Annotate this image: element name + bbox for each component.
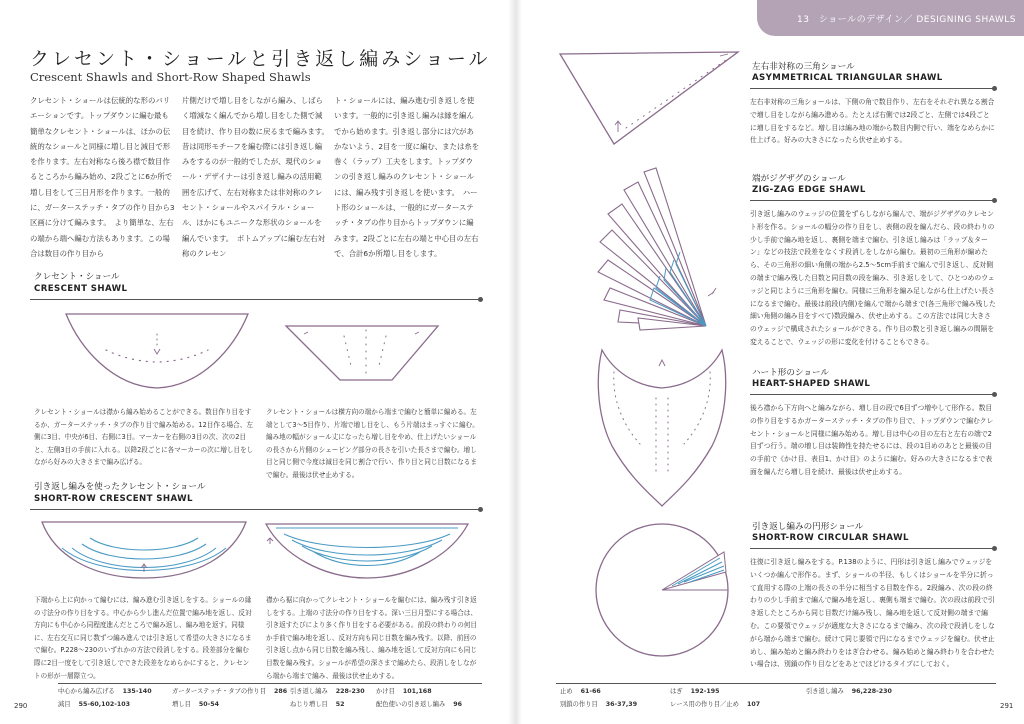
index-entry: 引き返し編み 228-230 — [290, 688, 365, 695]
shortrow-crescent-diagram-bottomup — [38, 518, 250, 582]
crescent-side-diagram — [282, 322, 442, 384]
zigzag-text: 引き返し編みのウェッジの位置をずらしながら編んで、端がジグザグのクレセント形を作る。ショールの幅分の作り目をし、表側の段を編んだら、段の終わりの少し手前で編み地を返し、裏側を端まで編む。引き返し編みは「ラップ＆ターン」などの技法で段差をなくす段消しをしながら編む。最初の三角形が編めたら、その三角形の細い角側の端から2.5〜5cm手前まで編んで引き返し、反対側の端まで編み残した目数と同目数の段を編み、引き返しをして、ひとつめのウェッジと同じように三角形を編む。同様に三角形を編み足しながら仕上げたい長さになるまで編む。最後は前段(内側)を編んで端から端まで(各三角形で編み残した細い角側の編み目をすべて)数段編み、伏せ止めする。この方法では同じ大きさのウェッジで構成されたショールができる。作り目の数と引き返し編みの間隔を変えることで、ウェッジの形に変化を付けることもできる。 — [750, 210, 996, 346]
page-number: 291 — [1000, 702, 1014, 710]
section-heading-jp: 引き返し編みの円形ショール — [752, 522, 864, 532]
index-entry: 減目 55-60,102-103 — [58, 701, 131, 708]
intro-column-3: ト・ショールには、編み進む引き返しを使います。一般的に引き返し編みは縁を編んでから始めます。引き返し部分には穴があかないよう、2目を一度に編む、または糸を巻く（ラップ）工夫をします。トップダウンの引き返し編みのクレセント・ショールには、編み残す引き返しを使います。 ハート形のショールは、一般的にガーターステッチ・タブの作り目からトップダウンに編みます。2段ごとに左右の端と中心目の左右で、合計6か所増し目をします。 — [334, 96, 480, 258]
book-gutter — [508, 0, 522, 724]
index-entry: 別鎖の作り目 36-37,39 — [560, 701, 638, 708]
index-rule — [556, 683, 996, 684]
crescent-diagram — [62, 308, 252, 394]
section-rule — [30, 509, 480, 510]
section-rule — [750, 394, 994, 395]
circular-text: 往復に引き返し編みをする。P.138のように、円形は引き返し編みでウェッジをいくつか編んで形作る。まず、ショールの半径、もしくはショールを半分に折って直用する際の上端の長さの半分に相当する目数を作る。2段編み、次の段の終わりの少し手前まで編んで編み地を返し、裏側も端まで編む。次の段は前段で引き返したところから同じ目数だけ編み残し、編み地を返して反対側の端まで編む。この要領でウェッジが適度な大きさになるまで編み、次の段で段消しをしながら端から端まで編む。続けて同じ要領で円になるまでウェッジを編む。伏せ止めし、編み始めと編み終わりをはぎ合わせる。編み始めと編み終わりを合わせたい場合は、別鎖の作り目などをあとでほどけるタイプにしておく。 — [750, 558, 995, 669]
section-heading-en: SHORT-ROW CIRCULAR SHAWL — [752, 533, 909, 543]
crescent-caption-1: クレセント・ショールは襟から編み始めることができる。数目作り目をするか、ガーターステッチ・タブの作り目で編み始める。12目作る場合、左側に3目、中央が6目、右側に3目。マーカーを右側の3目の次、次の2目と、左側3目の手前に入れる。以降2段ごとに各マーカーの次に増し目をしながら好みの大きさまで編み広げる。 — [34, 408, 254, 467]
heart-text: 後ろ襟から下方向へと編みながら、増し目の段で6目ずつ増やして形作る。数目の作り目をするかガーターステッチ・タブの作り目で、トップダウンで編むクレセント・ショールと同様に編み始める。増し目は中心の目の左右と左右の端で2目ずつ行う。端の増し目は装飾性を持たせるには、段の1目めのあとと最後の目の手前で《かけ目、表目1、かけ目》のように編む。好みの大きさになるまで表面を編んだら増し目を続け、最後は伏せ止めする。 — [750, 404, 994, 476]
section-heading-jp: ハート形のショール — [752, 368, 830, 378]
page-title-en: Crescent Shawls and Short-Row Shaped Shawls — [30, 70, 311, 84]
section-heading-jp: 左右非対称の三角ショール — [752, 62, 855, 72]
index-entry: はぎ 192-195 — [670, 688, 720, 695]
index-entry: 中心から編み広げる 135-140 — [58, 688, 152, 695]
index-entry: ねじり増し目 52 — [290, 701, 345, 708]
page-number: 290 — [14, 702, 28, 710]
section-heading-jp: 引き返し編みを使ったクレセント・ショール — [34, 482, 206, 492]
crescent-caption-2: クレセント・ショールは横方向の端から端まで編むと簡単に編める。左端として3〜5目作り、片端で増し目をし、もう片端はまっすぐに編む。編み地の幅がショール丈になったら増し目をやめ、仕上げたいショールの長さから片側のシェービング部分の長さを引いた長さまで編む。増し目と同じ側で今度は減目を同じ割合で行い、作り目と同じ目数になるまで編む。最後は伏せ止めする。 — [266, 408, 479, 479]
section-rule — [750, 200, 994, 201]
index-entry: 増し目 50-54 — [172, 701, 220, 708]
index-entry: 引き返し編み 96,228-230 — [806, 688, 892, 695]
asymmetrical-triangle-diagram — [556, 48, 742, 148]
index-entry: かけ目 101,168 — [376, 688, 432, 695]
index-rule — [58, 683, 482, 684]
zigzag-shawl-diagram — [596, 168, 736, 334]
page-title-jp: クレセント・ショールと引き返し編みショール — [30, 48, 491, 70]
section-rule — [750, 88, 994, 89]
intro-column-2: 片側だけで増し目をしながら編み、しばらく増減なく編んでから増し目をした側で減目を続け、作り目の数に戻るまで編みます。 昔は同形モチーフを編む際には引き返し編みをするのが一般的でしたが、現代のショール・デザイナーは引き返し編みの活用範囲を広げて、左右対称または非対称のクレセント・ショールやスパイラル・ショール、ほかにもユニークな形状のショールを編んでいます。 ボトムアップに編む左右対称のクレセン — [182, 96, 333, 258]
index-entry: 止め 61-66 — [560, 688, 601, 695]
section-rule — [30, 299, 480, 300]
section-heading-jp: クレセント・ショール — [34, 272, 120, 282]
section-heading-en: CRESCENT SHAWL — [34, 284, 128, 294]
section-heading-jp: 端がジグザグのショール — [752, 174, 846, 184]
chapter-header: 13 ショールのデザイン／ DESIGNING SHAWLS — [757, 0, 1024, 36]
asym-text: 左右非対称の三角ショールは、下側の角で数目作り、左右をそれぞれ異なる割合で増し目をしながら編み進める。たとえば右側では2段ごと、左側では4段ごとに増し目をするなど。増し目は編み地の端から数目内側で行い、端をなめらかに仕上げる。好みの大きさになったら伏せ止めする。 — [750, 98, 995, 145]
section-heading-en: SHORT-ROW CRESCENT SHAWL — [34, 494, 193, 504]
shortrow-caption-1: 下端から上に向かって編むには、編み進む引き返しをする。ショールの縁の寸法分の作り目をする。中心から少し進んだ位置で編み地を返し、反対方向にも中心から同程度進んだところで編み返し、編み地を返す。同様に、左右交互に同じ数ずつ編み進んでは引き返して希望の大きさになるまで編む。P.228〜230のいずれかの方法で段消しをする。段差部分を編む際に2目一度をして引き返しでできた段差をなめらかにすると、クレセントの形が一層際立つ。 — [34, 596, 252, 680]
index-entry: 配色使いの引き返し編み 96 — [376, 701, 463, 708]
circular-shawl-diagram — [592, 520, 732, 660]
shortrow-crescent-diagram-topdown — [262, 520, 472, 582]
shortrow-caption-2: 襟から裾に向かってクレセント・ショールを編むには、編み残す引き返しをする。上端の寸法分の作り目をする。深い三日月型にする場合は、引き返すたびにより多く作り目をする必要がある。前段の終わりの何目か手前で編み地を返し、反対方向も同じ目数を編み残す。以降、前回の引き返し点から同じ目数を編み残し、編み地を返して反対方向にも同じ目数を編み残す。ショールが希望の深さまで編めたら、段消しをしながら端から端まで編み、最後は伏せ止めする。 — [266, 596, 477, 680]
index-entry: レース用の作り目／止め 107 — [670, 701, 761, 708]
section-heading-en: ASYMMETRICAL TRIANGULAR SHAWL — [752, 73, 943, 83]
section-rule — [750, 548, 994, 549]
intro-column-1: クレセント・ショールは伝統的な形のバリエーションです。トップダウンに編む最も簡単なクレセント・ショールは、ほかの伝統的なショールと同様に増し目と減目で形を作ります。左右対称なら後ろ襟で数目作るところから編み始め、2段ごとに6か所で増し目をして三日月形を作ります。一般的に、ガーターステッチ・タブの作り目から3区画に分けて編みます。 より簡単な、左右の端から端へ編む方法もあります。この場合は数目の作り目から — [30, 96, 175, 258]
heart-shawl-diagram — [592, 344, 732, 510]
section-heading-en: ZIG-ZAG EDGE SHAWL — [752, 185, 866, 195]
index-entry: ガーターステッチ・タブの作り目 286 — [172, 688, 288, 695]
section-heading-en: HEART-SHAPED SHAWL — [752, 379, 871, 389]
